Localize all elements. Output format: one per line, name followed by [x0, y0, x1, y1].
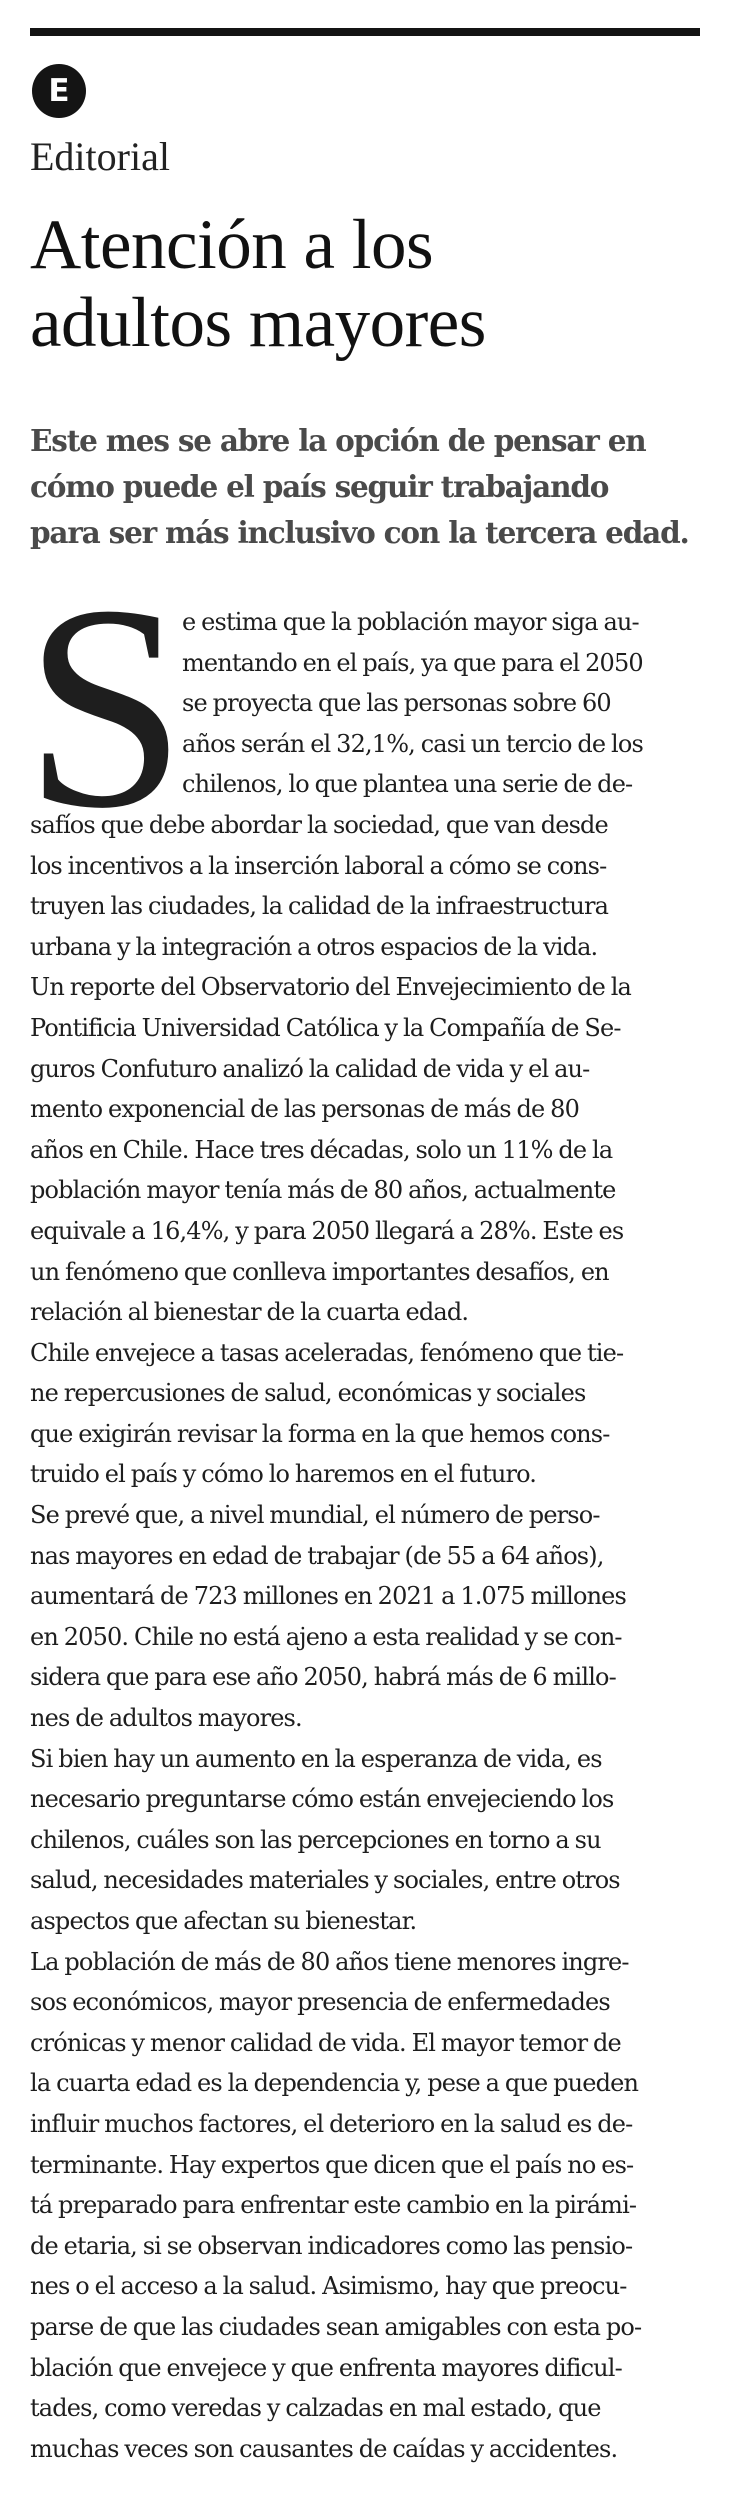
article-line: nas mayores en edad de trabajar (de 55 a 64 años), — [30, 1541, 604, 1570]
article-line: mento exponencial de las personas de más de 80 — [30, 1095, 580, 1124]
headline-line: adultos mayores — [30, 284, 486, 362]
article-line: safíos que debe abordar la sociedad, que van desde — [30, 810, 608, 839]
article-line: truyen las ciudades, la calidad de la infraestructura — [30, 892, 609, 921]
subheadline-line: para ser más inclusivo con la tercera edad. — [30, 515, 689, 550]
article-line: parse de que las ciudades sean amigables con esta po- — [30, 2312, 642, 2341]
subheadline-line: Este mes se abre la opción de pensar en — [30, 423, 646, 458]
article-line: influir muchos factores, el deterioro en la salud es de- — [30, 2109, 633, 2138]
article-line: crónicas y menor calidad de vida. El mayor temor de — [30, 2028, 621, 2057]
article-line: urbana y la integración a otros espacios de la vida. — [30, 932, 598, 961]
article-line: población mayor tenía más de 80 años, actualmente — [30, 1176, 616, 1205]
article-line: equivale a 16,4%, y para 2050 llegará a 28%. Este es — [30, 1216, 624, 1245]
subheadline-line: cómo puede el país seguir trabajando — [30, 469, 609, 504]
article-line: La población de más de 80 años tiene menores ingre- — [30, 1947, 629, 1976]
article-line: salud, necesidades materiales y sociales, entre otros — [30, 1866, 620, 1895]
article-line: tades, como veredas y calzadas en mal estado, que — [30, 2394, 601, 2423]
article-line: Si bien hay un aumento en la esperanza de vida, es — [30, 1744, 602, 1773]
article-line: los incentivos a la inserción laboral a cómo se cons- — [30, 851, 607, 880]
article-line: terminante. Hay expertos que dicen que el país no es- — [30, 2150, 634, 2179]
article-line: necesario preguntarse cómo están envejeciendo los — [30, 1785, 614, 1814]
editorial-page — [24, 0, 700, 2520]
article-line: se proyecta que las personas sobre 60 — [182, 689, 611, 718]
article-line: chilenos, cuáles son las percepciones en torno a su — [30, 1825, 601, 1854]
drop-cap: S — [24, 546, 187, 869]
article-line: de etaria, si se observan indicadores como las pensio- — [30, 2231, 633, 2260]
article-line: aspectos que afectan su bienestar. — [30, 1907, 417, 1935]
article-line: Un reporte del Observatorio del Envejecimiento de la — [30, 973, 632, 1002]
article-line: truido el país y cómo lo haremos en el futuro. — [30, 1460, 537, 1489]
article-line: ne repercusiones de salud, económicas y sociales — [30, 1379, 586, 1408]
article-line: blación que envejece y que enfrenta mayores dificul- — [30, 2353, 622, 2382]
article-line: la cuarta edad es la dependencia y, pese a que pueden — [30, 2069, 639, 2098]
article-line: Chile envejece a tasas aceleradas, fenómeno que tie- — [30, 1338, 624, 1367]
article-line: muchas veces son causantes de caídas y accidentes. — [30, 2434, 618, 2463]
subheadline — [30, 418, 710, 556]
section-badge-icon: E — [32, 64, 86, 118]
article-line: chilenos, lo que plantea una serie de de- — [182, 770, 633, 799]
article-line: tá preparado para enfrentar este cambio en la pirámi- — [30, 2191, 637, 2220]
top-rule — [30, 28, 700, 36]
article-body — [30, 602, 700, 2469]
article-line: años serán el 32,1%, casi un tercio de los — [182, 729, 643, 758]
article-line: aumentará de 723 millones en 2021 a 1.075 millones — [30, 1582, 627, 1611]
article-line: años en Chile. Hace tres décadas, solo un 11% de la — [30, 1135, 613, 1164]
article-line: nes o el acceso a la salud. Asimismo, hay que preocu- — [30, 2272, 627, 2301]
article-line: sidera que para ese año 2050, habrá más de 6 millo- — [30, 1663, 616, 1692]
article-line: sos económicos, mayor presencia de enfermedades — [30, 1988, 610, 2017]
headline-line: Atención a los — [30, 206, 434, 284]
article-line: en 2050. Chile no está ajeno a esta realidad y se con- — [30, 1622, 622, 1651]
article-line: un fenómeno que conlleva importantes desafíos, en — [30, 1257, 609, 1286]
article-line: mentando en el país, ya que para el 2050 — [182, 648, 643, 677]
headline — [30, 206, 710, 362]
article-line: Pontificia Universidad Católica y la Compañía de Se- — [30, 1013, 621, 1042]
article-line: que exigirán revisar la forma en la que hemos cons- — [30, 1419, 610, 1448]
section-label: Editorial — [30, 134, 170, 179]
article-line: guros Confuturo analizó la calidad de vida y el au- — [30, 1054, 590, 1083]
article-line: nes de adultos mayores. — [30, 1704, 302, 1733]
article-line: Se prevé que, a nivel mundial, el número de perso- — [30, 1501, 600, 1530]
article-line: e estima que la población mayor siga au- — [182, 608, 639, 636]
article-line: relación al bienestar de la cuarta edad. — [30, 1298, 469, 1327]
